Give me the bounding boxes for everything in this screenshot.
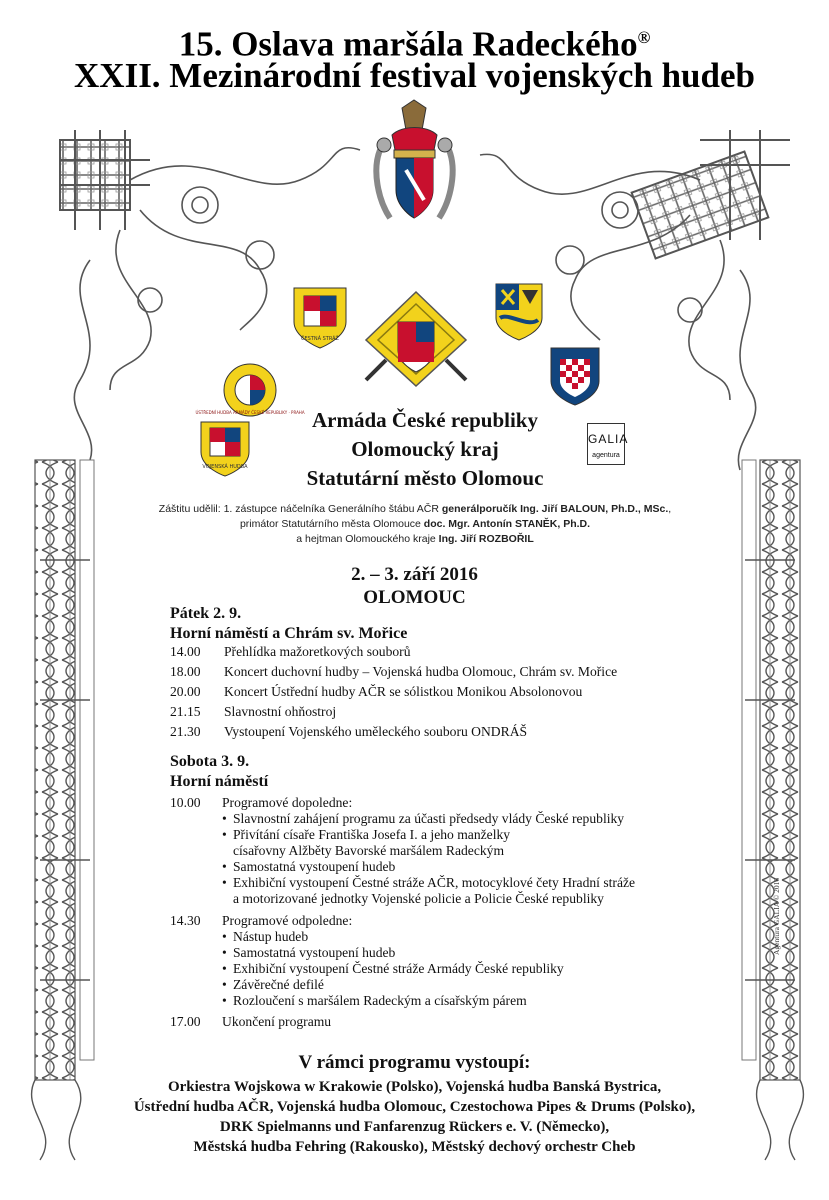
performers-line: Orkiestra Wojskowa w Krakowie (Polsko), Vojenská hudba Banská Bystrica, (167, 1079, 662, 1095)
honor-guard-seal-text: ČESTNÁ STRÁŽ (301, 336, 339, 342)
friday-heading: Pátek 2. 9. (170, 605, 242, 622)
list-item: • Exhibiční vystoupení Čestné stráže AČR, motocyklové čety Hradní stráže (233, 875, 635, 891)
list-item: • Nástup hudeb (233, 929, 308, 945)
list-item: • Přivítání císaře Františka Josefa I. a jeho manželky (233, 827, 510, 843)
patronage-line-3: a hejtman Olomouckého kraje Ing. Jiří ROZBOŘIL (296, 533, 534, 545)
morning-time: 10.00 (170, 795, 201, 810)
olomouc-region-shield-icon (494, 282, 544, 342)
organizer-army: Armáda České republiky (312, 408, 538, 432)
list-item-continuation: císařovny Alžběty Bavorské maršálem Radeckým (233, 843, 505, 858)
title-line-1: 15. Oslava maršála Radeckého (178, 24, 638, 64)
organizer-region: Olomoucký kraj (351, 437, 499, 461)
morning-label: Programové dopoledne: (222, 795, 353, 810)
army-band-seal-text: ÚSTŘEDNÍ HUDBA ARMÁDY ČESKÉ REPUBLIKY · PRAHA (195, 410, 305, 415)
list-item: • Závěrečné defilé (233, 977, 324, 993)
saturday-heading: Sobota 3. 9. (170, 753, 250, 770)
army-emblem-icon (362, 290, 470, 388)
agency-credit: Agentura GALIA © 2016 (772, 877, 781, 955)
radecky-coat-of-arms-icon (372, 100, 457, 230)
list-item: • Rozloučení s maršálem Radeckým a císařským párem (233, 993, 527, 1009)
galia-logo-sub: agentura (592, 452, 620, 459)
patronage-line-2: primátor Statutárního města Olomouce doc. Mgr. Antonín STANĚK, Ph.D. (239, 518, 591, 530)
galia-agency-logo (587, 423, 629, 465)
event-city: OLOMOUC (363, 587, 466, 608)
afternoon-label: Programové odpoledne: (222, 913, 353, 928)
performers-line: Městská hudba Fehring (Rakousko), Městský dechový orchestr Cheb (193, 1139, 636, 1155)
list-item: • Samostatná vystoupení hudeb (233, 859, 395, 875)
right-column (760, 460, 800, 1080)
list-item: • Slavnostní zahájení programu za účasti předsedy vlády České republiky (233, 811, 624, 827)
friday-program: 14.00 Přehlídka mažoretkových souborů 18.00 Koncert duchovní hudby – Vojenská hudba Olomouc, Chrám sv. Mořice 20.00 Koncert Ústřední hudby AČR se sólistkou Monikou Absolonovou 21.15 Slavnostní ohňostroj 21.30 Vystoupení Vojenského uměleckého souboru ONDRÁŠ (170, 644, 618, 739)
galia-logo-name: GALIA (588, 432, 629, 446)
end-text: Ukončení programu (222, 1014, 332, 1029)
top-left-lattice (60, 130, 150, 230)
performers-line: DRK Spielmanns und Fanfarenzug Rückers e. V. (Německo), (219, 1119, 610, 1135)
patronage-line-1: Záštitu udělil: 1. zástupce náčelníka Generálního štábu AČR generálporučík Ing. Jiří BALOUN, Ph.D., MSc., (158, 503, 672, 515)
list-item-continuation: a motorizované jednotky Vojenské policie a Policie České republiky (233, 891, 604, 906)
event-dates: 2. – 3. září 2016 (351, 564, 478, 585)
organizer-city: Statutární město Olomouc (306, 466, 544, 490)
friday-place: Horní náměstí a Chrám sv. Mořice (170, 625, 408, 642)
performers-line: Ústřední hudba AČR, Vojenská hudba Olomouc, Czestochowa Pipes & Drums (Polsko), (133, 1099, 696, 1115)
list-item: • Samostatná vystoupení hudeb (233, 945, 395, 961)
honor-guard-shield-icon (290, 282, 350, 352)
list-item: • Exhibiční vystoupení Čestné stráže Armády České republiky (233, 961, 564, 977)
subtitle: XXII. Mezinárodní festival vojenských hudeb (74, 56, 755, 95)
afternoon-time: 14.30 (170, 913, 201, 928)
military-band-olomouc-shield-icon (198, 418, 252, 478)
olomouc-city-shield-icon (548, 345, 602, 407)
saturday-place: Horní náměstí (170, 773, 269, 790)
registered-mark: ® (637, 28, 651, 47)
military-band-seal-text: VOJENSKÁ HUDBA (202, 464, 248, 470)
end-time: 17.00 (170, 1014, 201, 1029)
left-column (35, 460, 75, 1080)
performers-heading: V rámci programu vystoupí: (298, 1052, 531, 1073)
